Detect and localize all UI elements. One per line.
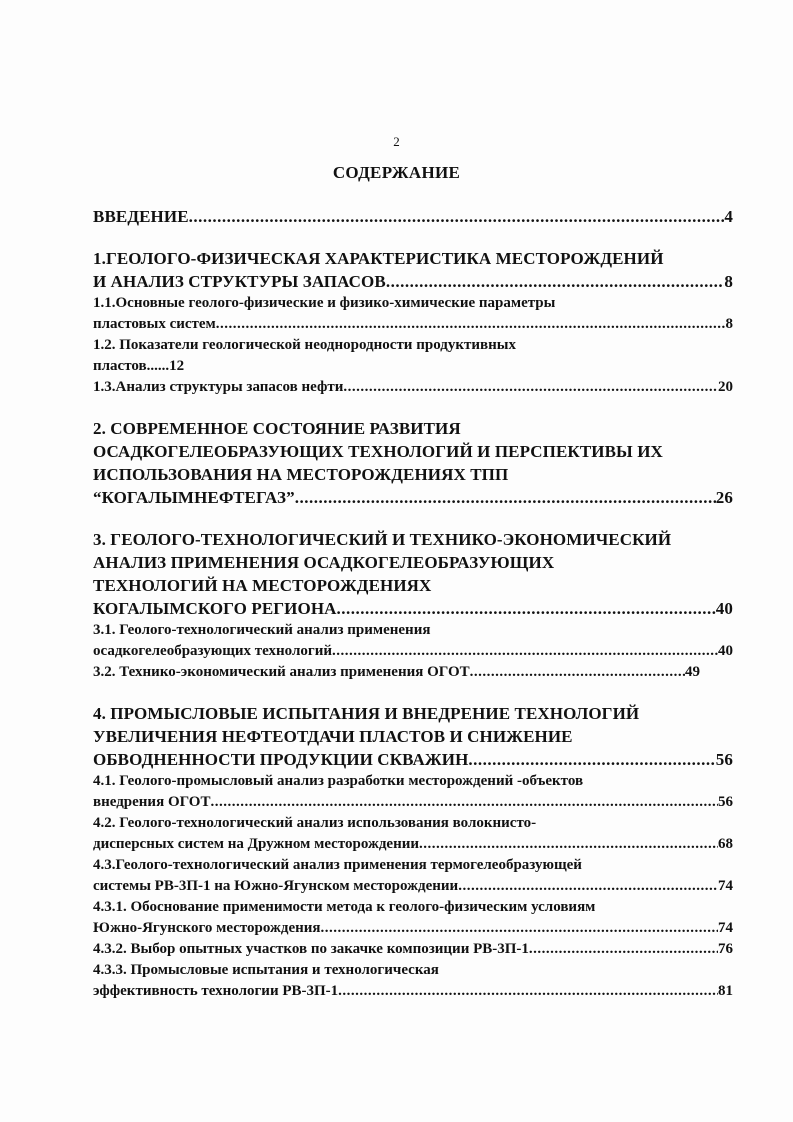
- toc-title: СОДЕРЖАНИЕ: [332, 163, 461, 182]
- toc-section-3-1[interactable]: 3.1. Геолого-технологический анализ применения: [93, 622, 431, 638]
- toc-section-1-1[interactable]: 1.1.Основные геолого-физические и физико-химические параметры: [93, 295, 556, 311]
- toc-chapter-2-line[interactable]: ИСПОЛЬЗОВАНИЯ НА МЕСТОРОЖДЕНИЯХ ТПП: [93, 465, 509, 484]
- toc-section-4-1[interactable]: внедрения ОГОТ ..... 56: [93, 792, 733, 813]
- toc-section-1-2[interactable]: 1.2. Показатели геологической неоднородности продуктивных: [93, 337, 516, 353]
- toc-section-4-3[interactable]: системы РВ-3П-1 на Южно-Ягунском месторождении ..... 74: [93, 876, 733, 897]
- toc-section-4-3[interactable]: 4.3.Геолого-технологический анализ применения термогелеобразующей: [93, 857, 582, 873]
- toc-chapter-4-line[interactable]: ОБВОДНЕННОСТИ ПРОДУКЦИИ СКВАЖИН ..... 56: [93, 748, 733, 771]
- toc-section-1-3[interactable]: 1.3.Анализ структуры запасов нефти ..... 20: [93, 377, 733, 398]
- toc-chapter-2-line[interactable]: 2. СОВРЕМЕННОЕ СОСТОЯНИЕ РАЗВИТИЯ: [93, 419, 461, 438]
- toc-section-4-3-3[interactable]: эффективность технологии РВ-3П-1 ..... 81: [93, 981, 733, 1002]
- toc-chapter-1-line[interactable]: 1.ГЕОЛОГО-ФИЗИЧЕСКАЯ ХАРАКТЕРИСТИКА МЕСТОРОЖДЕНИЙ: [93, 249, 664, 268]
- toc-chapter-3-line[interactable]: КОГАЛЫМСКОГО РЕГИОНА ..... 40: [93, 597, 733, 620]
- toc-section-4-2[interactable]: 4.2. Геолого-технологический анализ использования волокнисто-: [93, 815, 537, 831]
- toc-section-4-3-1[interactable]: 4.3.1. Обоснование применимости метода к геолого-физическим условиям: [93, 899, 596, 915]
- toc-chapter-4-line[interactable]: 4. ПРОМЫСЛОВЫЕ ИСПЫТАНИЯ И ВНЕДРЕНИЕ ТЕХНОЛОГИЙ: [93, 704, 640, 723]
- toc-chapter-1-line[interactable]: И АНАЛИЗ СТРУКТУРЫ ЗАПАСОВ ..... 8: [93, 270, 733, 293]
- table-of-contents: [93, 205, 733, 1002]
- toc-chapter-4-line[interactable]: УВЕЛИЧЕНИЯ НЕФТЕОТДАЧИ ПЛАСТОВ И СНИЖЕНИЕ: [93, 727, 573, 746]
- toc-section-4-1[interactable]: 4.1. Геолого-промысловый анализ разработки месторождений -объектов: [93, 773, 584, 789]
- toc-chapter-2-line[interactable]: ОСАДКОГЕЛЕОБРАЗУЮЩИХ ТЕХНОЛОГИЙ И ПЕРСПЕКТИВЫ ИХ: [93, 442, 663, 461]
- toc-section-4-3-2[interactable]: 4.3.2. Выбор опытных участков по закачке композиции РВ-3П-1 ..... 76: [93, 939, 733, 960]
- toc-chapter-3-line[interactable]: 3. ГЕОЛОГО-ТЕХНОЛОГИЧЕСКИЙ И ТЕХНИКО-ЭКОНОМИЧЕСКИЙ: [93, 530, 672, 549]
- toc-section-4-2[interactable]: дисперсных систем на Дружном месторождении ..... 68: [93, 834, 733, 855]
- toc-chapter-2-line[interactable]: “КОГАЛЫМНЕФТЕГАЗ” ..... 26: [93, 486, 733, 509]
- page-number: 2: [393, 134, 400, 149]
- toc-section-1-2[interactable]: пластов......12: [93, 358, 185, 374]
- toc-chapter-3-line[interactable]: ТЕХНОЛОГИЙ НА МЕСТОРОЖДЕНИЯХ: [93, 576, 432, 595]
- toc-section-3-2[interactable]: 3.2. Технико-экономический анализ применения ОГОТ ..... 49: [93, 662, 700, 683]
- toc-entry-intro[interactable]: ВВЕДЕНИЕ ..... 4: [93, 205, 733, 228]
- toc-section-1-1[interactable]: пластовых систем ..... 8: [93, 314, 733, 335]
- toc-chapter-3-line[interactable]: АНАЛИЗ ПРИМЕНЕНИЯ ОСАДКОГЕЛЕОБРАЗУЮЩИХ: [93, 553, 555, 572]
- toc-section-4-3-3[interactable]: 4.3.3. Промысловые испытания и технологическая: [93, 962, 439, 978]
- toc-section-4-3-1[interactable]: Южно-Ягунского месторождения ..... 74: [93, 918, 733, 939]
- toc-section-3-1[interactable]: осадкогелеобразующих технологий ..... 40: [93, 641, 733, 662]
